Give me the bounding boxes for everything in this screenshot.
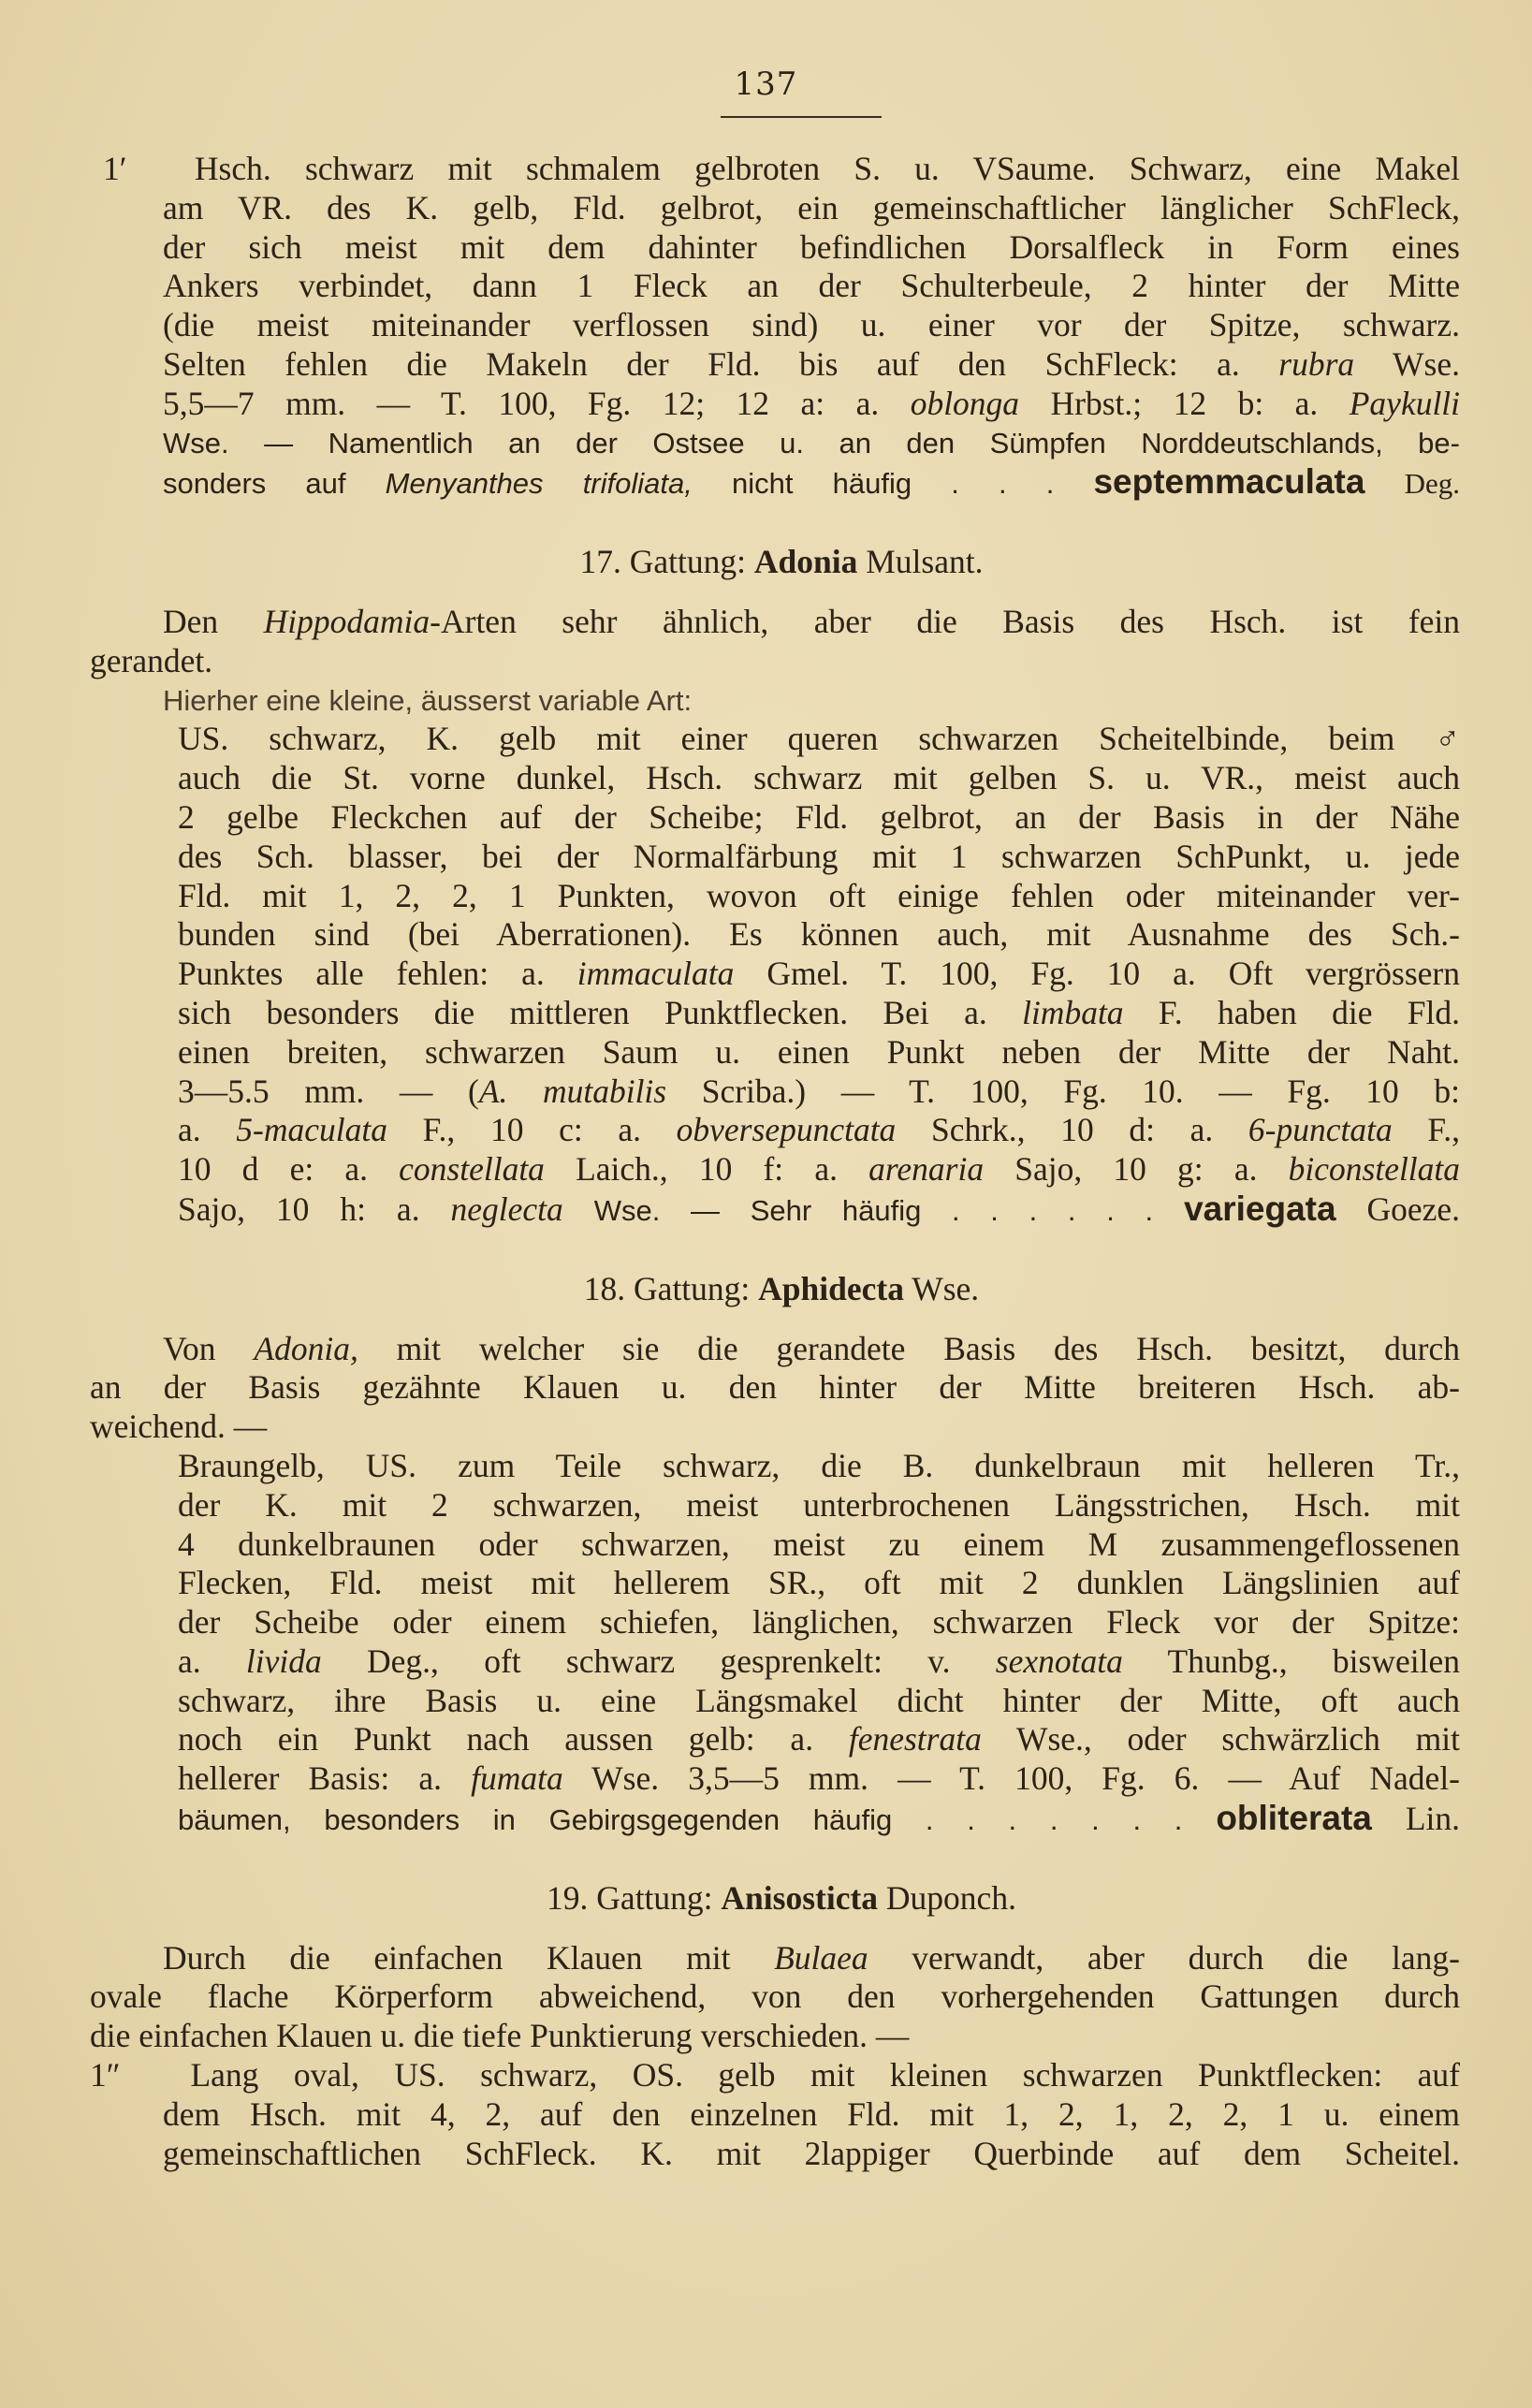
- aberration-name: limbata: [1022, 993, 1124, 1031]
- species-author: Lin.: [1405, 1800, 1460, 1838]
- couplet-marker: 1″: [90, 2056, 121, 2094]
- genus-heading-17: 17. Gattung: Adonia Mulsant.: [579, 543, 984, 581]
- entry-line: Ankers verbindet, dann 1 Fleck an der Schulterbeule, 2 hinter der Mitte: [163, 267, 1460, 305]
- entry-line: Braungelb, US. zum Teile schwarz, die B. dunkelbraun mit helleren Tr.,: [178, 1446, 1460, 1484]
- entry-line: noch ein Punkt nach aussen gelb: a. fenestrata Wse., oder schwärzlich mit: [178, 1720, 1461, 1759]
- entry-line: a. 5-maculata F., 10 c: a. obversepunctata Schrk., 10 d: a. 6-punctata F.,: [178, 1111, 1461, 1149]
- entry-line: US. schwarz, K. gelb mit einer queren schwarzen Scheitelbinde, beim ♂: [178, 720, 1460, 758]
- entry-line: der sich meist mit dem dahinter befindlichen Dorsalfleck in Form eines: [163, 227, 1460, 266]
- entry-line: (die meist miteinander verflossen sind) u. einer vor der Spitze, schwarz.: [163, 306, 1460, 344]
- genus-description: ovale flache Körperform abweichend, von den vorhergehenden Gattungen durch: [90, 1977, 1460, 2016]
- species-name: obliterata: [1216, 1799, 1372, 1838]
- entry-line: des Sch. blasser, bei der Normalfärbung mit 1 schwarzen SchPunkt, u. jede: [178, 837, 1460, 875]
- entry-line: a. livida Deg., oft schwarz gesprenkelt: v. sexnotata Thunbg., bisweilen: [178, 1642, 1460, 1680]
- entry-line: 2 gelbe Fleckchen auf der Scheibe; Fld. gelbrot, an der Basis in der Nähe: [178, 797, 1460, 836]
- entry-line: 5,5—7 mm. — T. 100, Fg. 12; 12 a: a. oblonga Hrbst.; 12 b: a. Paykulli: [163, 384, 1461, 422]
- entry-septemmaculata: [103, 150, 1460, 503]
- entry-line: Punktes alle fehlen: a. immaculata Gmel. T. 100, Fg. 10 a. Oft vergrössern: [178, 955, 1460, 993]
- entry-line: der Scheibe oder einem schiefen, länglichen, schwarzen Fleck vor der Spitze:: [178, 1603, 1460, 1642]
- entry-line: Fld. mit 1, 2, 2, 1 Punkten, wovon oft einige fehlen oder miteinander ver-: [178, 876, 1460, 914]
- entry-line: dem Hsch. mit 4, 2, auf den einzelnen Fld. mit 1, 2, 1, 2, 2, 1 u. einem: [163, 2094, 1460, 2133]
- entry-line: 3—5.5 mm. — (A. mutabilis Scriba.) — T. 100, Fg. 10. — Fg. 10 b:: [178, 1072, 1461, 1110]
- entry-line: am VR. des K. gelb, Fld. gelbrot, ein gemeinschaftlicher länglicher SchFleck,: [163, 188, 1460, 226]
- genus-description: Von Adonia, mit welcher sie die gerandete Basis des Hsch. besitzt, durch: [163, 1329, 1460, 1367]
- entry-line: 10 d e: a. constellata Laich., 10 f: a. arenaria Sajo, 10 g: a. biconstellata: [178, 1150, 1461, 1189]
- entry-anisosticta: [90, 2056, 1460, 2173]
- entry-line: hellerer Basis: a. fumata Wse. 3,5—5 mm. — T. 100, Fg. 6. — Auf Nadel-: [178, 1759, 1461, 1798]
- species-name: septemmaculata: [1093, 462, 1365, 502]
- header-rule: [721, 116, 882, 118]
- entry-line: bäumen, besonders in Gebirgsgegenden häufig . . . . . . . obliterata Lin.: [178, 1799, 1460, 1838]
- entry-line: gemeinschaftlichen SchFleck. K. mit 2lappiger Querbinde auf dem Scheitel.: [163, 2134, 1460, 2172]
- entry-line: schwarz, ihre Basis u. eine Längsmakel dicht hinter der Mitte, oft auch: [178, 1681, 1460, 1719]
- species-author: Deg.: [1404, 467, 1460, 501]
- species-author: Goeze.: [1366, 1189, 1461, 1228]
- entry-obliterata: [103, 1447, 1460, 1840]
- entry-line: Wse. — Namentlich an der Ostsee u. an den Sümpfen Norddeutschlands, be-: [163, 426, 1460, 460]
- species-name: variegata: [1184, 1189, 1336, 1228]
- aberration-name: Paykulli: [1349, 384, 1461, 422]
- aberration-name: rubra: [1278, 344, 1355, 383]
- aberration-name: immaculata: [576, 955, 735, 993]
- genus-description: weichend. —: [90, 1408, 268, 1446]
- genus-description: an der Basis gezähnte Klauen u. den hinter der Mitte breiteren Hsch. ab-: [90, 1368, 1460, 1407]
- genus-heading-19: 19. Gattung: Anisosticta Duponch.: [547, 1878, 1016, 1917]
- entry-line: Sajo, 10 h: a. neglecta Wse. — Sehr häufig . . . . . . variegata Goeze.: [178, 1189, 1461, 1228]
- entry-line: Flecken, Fld. meist mit hellerem SR., oft mit 2 dunklen Längslinien auf: [178, 1564, 1460, 1602]
- couplet-marker: 1′: [103, 150, 127, 187]
- genus-description: Durch die einfachen Klauen mit Bulaea verwandt, aber durch die lang-: [163, 1938, 1461, 1977]
- genus-note: Hierher eine kleine, äusserst variable Art:: [163, 683, 693, 717]
- aberration-name: oblonga: [910, 384, 1020, 422]
- entry-line: Selten fehlen die Makeln der Fld. bis auf den SchFleck: a. rubra Wse.: [163, 344, 1460, 383]
- entry-variegata: [103, 720, 1460, 1230]
- page-number: 137: [734, 66, 798, 103]
- entry-line: sich besonders die mittleren Punktflecken. Bei a. limbata F. haben die Fld.: [178, 993, 1461, 1031]
- entry-line: der K. mit 2 schwarzen, meist unterbrochenen Längsstrichen, Hsch. mit: [178, 1485, 1460, 1524]
- genus-description: die einfachen Klauen u. die tiefe Punktierung verschieden. —: [90, 2017, 910, 2055]
- entry-line: 1″ Lang oval, US. schwarz, OS. gelb mit kleinen schwarzen Punktflecken: auf: [90, 2056, 1460, 2094]
- genus-description: Den Hippodamia-Arten sehr ähnlich, aber die Basis des Hsch. ist fein: [163, 602, 1461, 640]
- genus-description: gerandet.: [90, 641, 213, 679]
- genus-heading-18: 18. Gattung: Aphidecta Wse.: [583, 1269, 980, 1307]
- entry-line: bunden sind (bei Aberrationen). Es können auch, mit Ausnahme des Sch.-: [178, 915, 1460, 954]
- entry-line: 4 dunkelbraunen oder schwarzen, meist zu einem M zusammengeflossenen: [178, 1525, 1460, 1563]
- entry-line: 1′ Hsch. schwarz mit schmalem gelbroten S. u. VSaume. Schwarz, eine Makel: [103, 150, 1461, 187]
- synonym-name: A. mutabilis: [478, 1072, 667, 1110]
- plant-name: Menyanthes trifoliata,: [385, 467, 693, 501]
- page-body: [90, 150, 1461, 2173]
- entry-line: auch die St. vorne dunkel, Hsch. schwarz mit gelben S. u. VR., meist auch: [178, 759, 1460, 797]
- entry-line: sonders auf Menyanthes trifoliata, nicht häufig . . . septemmaculata Deg.: [163, 462, 1460, 502]
- entry-line: einen breiten, schwarzen Saum u. einen Punkt neben der Mitte der Naht.: [178, 1032, 1460, 1071]
